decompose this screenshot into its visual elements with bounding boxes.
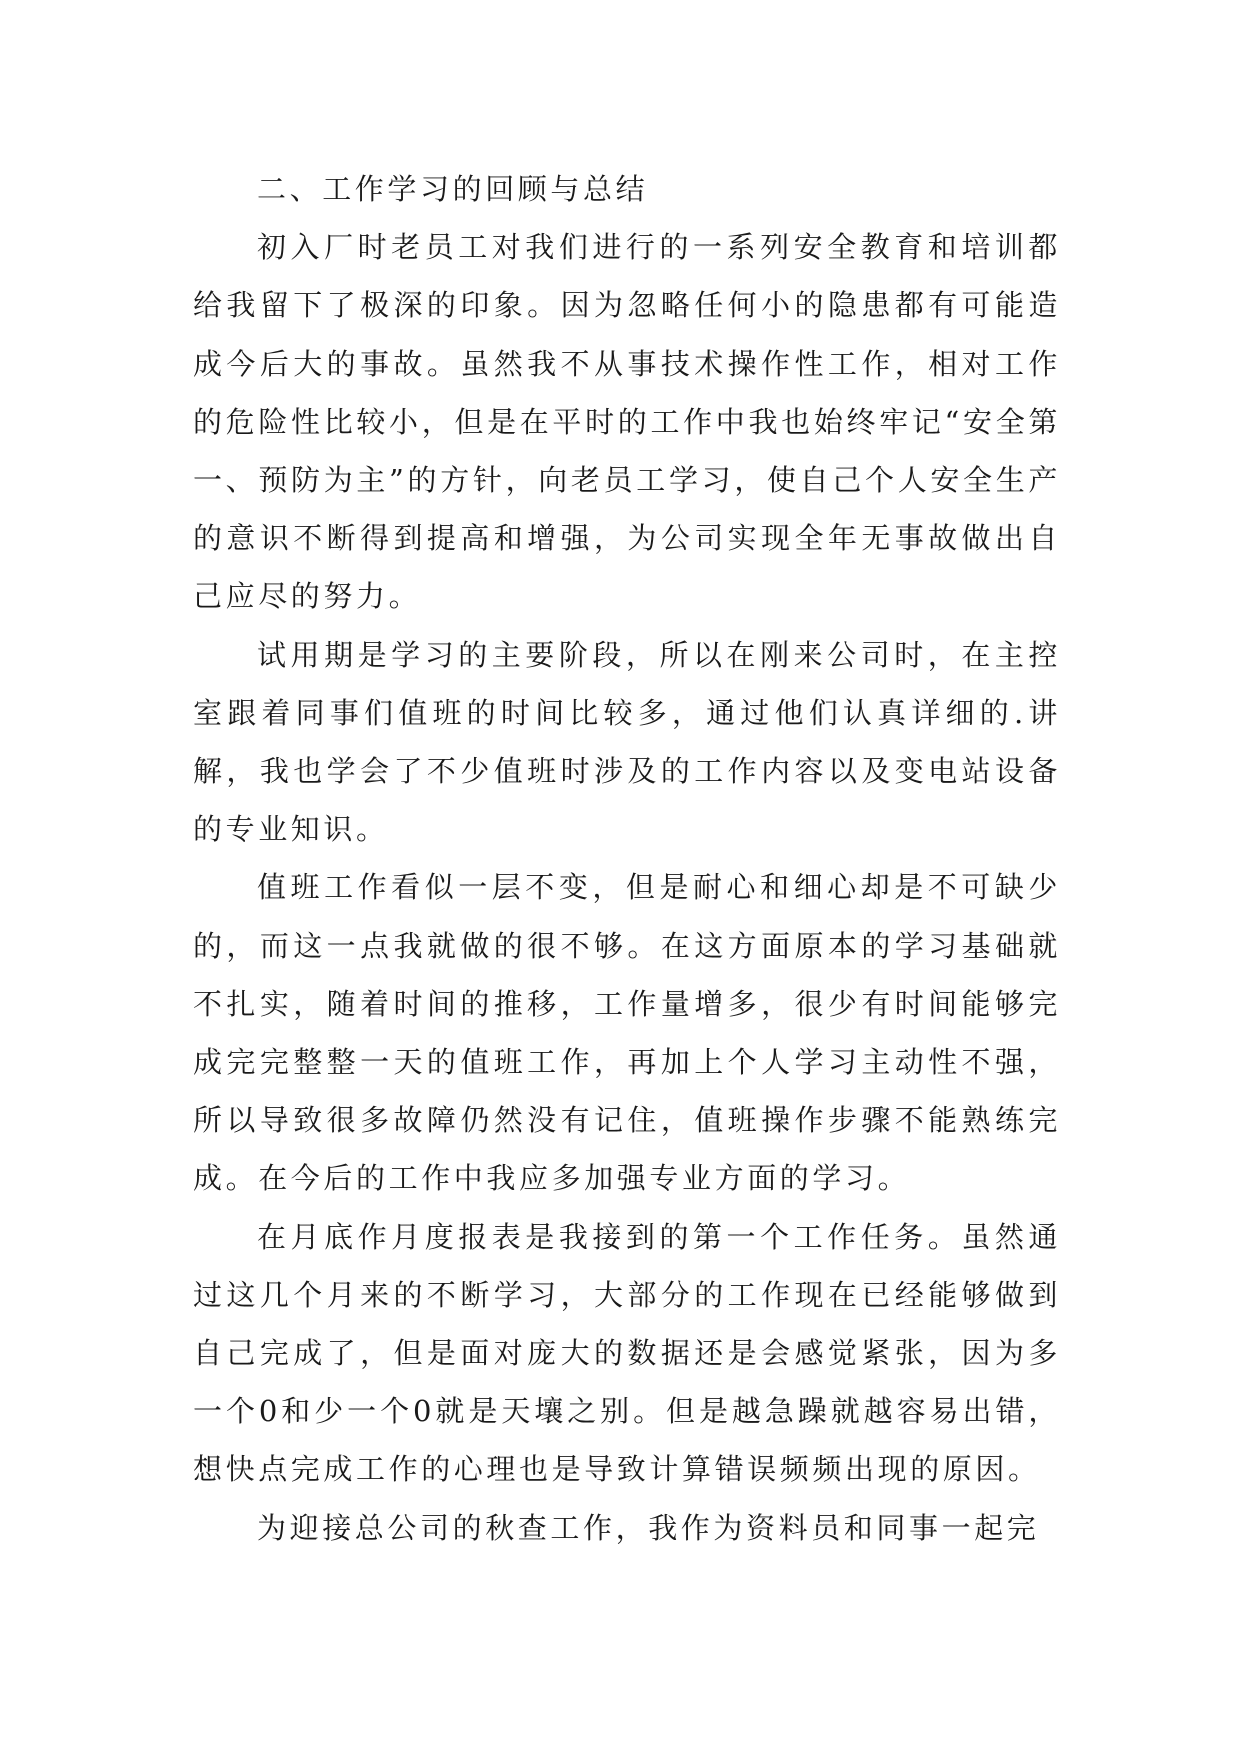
paragraph-duty: 值班工作看似一层不变，但是耐心和细心却是不可缺少的，而这一点我就做的很不够。在这方面原本的学习基础就不扎实，随着时间的推移，工作量增多，很少有时间能够完成完完整整一天的值班工作，再加上个人学习主动性不强，所以导致很多故障仍然没有记住，值班操作步骤不能熟练完成。在今后的工作中我应多加强专业方面的学习。 (193, 870, 1061, 1196)
paragraph-probation: 试用期是学习的主要阶段，所以在刚来公司时，在主控室跟着同事们值班的时间比较多，通过他们认真详细的.讲解，我也学会了不少值班时涉及的工作内容以及变电站设备的专业知识。 (193, 637, 1061, 847)
paragraph-autumn-inspection: 为迎接总公司的秋查工作，我作为资料员和同事一起完 (257, 1510, 1040, 1545)
paragraph-safety: 初入厂时老员工对我们进行的一系列安全教育和培训都给我留下了极深的印象。因为忽略任何小的隐患都有可能造成今后大的事故。虽然我不从事技术操作性工作，相对工作的危险性比较小，但是在平时的工作中我也始终牢记“安全第一、预防为主”的方针，向老员工学习，使自己个人安全生产的意识不断得到提高和增强，为公司实现全年无事故做出自己应尽的努力。 (193, 230, 1061, 614)
paragraph-monthly-report: 在月底作月度报表是我接到的第一个工作任务。虽然通过这几个月来的不断学习，大部分的工作现在已经能够做到自己完成了，但是面对庞大的数据还是会感觉紧张，因为多一个0和少一个0就是天壤之别。但是越急躁就越容易出错，想快点完成工作的心理也是导致计算错误频频出现的原因。 (193, 1219, 1061, 1487)
document-body (193, 160, 1061, 1557)
section-heading: 二、工作学习的回顾与总结 (257, 172, 649, 206)
